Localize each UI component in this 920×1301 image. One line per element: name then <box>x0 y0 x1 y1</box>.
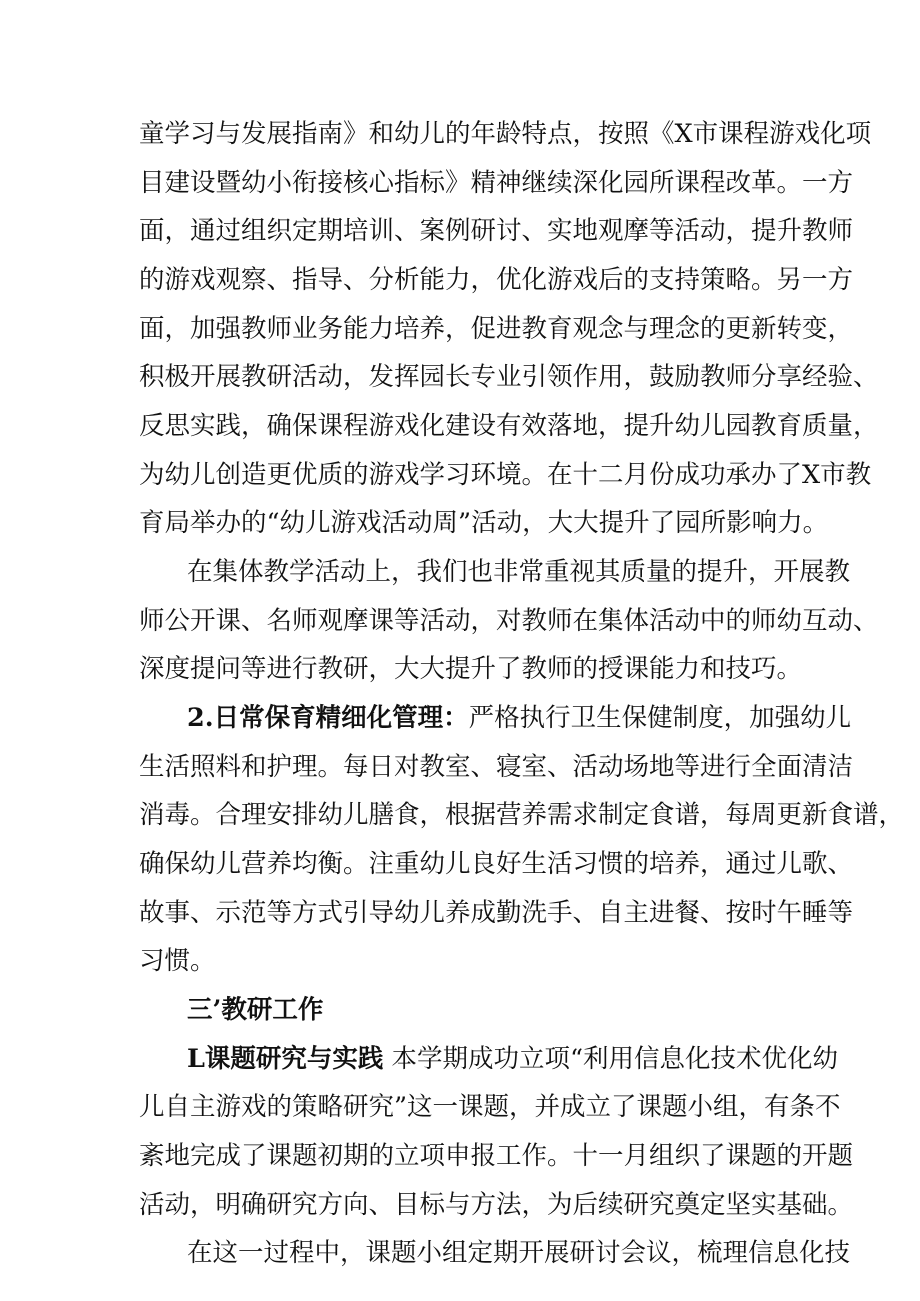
text-line: 紊地完成了课题初期的立项申报工作。十一月组织了课题的开题 <box>139 1141 854 1171</box>
text-line: 育局举办的“幼儿游戏活动周”活动，大大提升了园所影响力。 <box>139 508 829 538</box>
text-line: 习惯。 <box>139 946 216 976</box>
text-line <box>187 701 851 735</box>
section-heading: 三’教研工作 <box>187 995 324 1025</box>
text-line: 在这一过程中，课题小组定期开展研讨会议，梳理信息化技 <box>187 1238 851 1268</box>
text-line <box>187 1042 838 1076</box>
text-line: 在集体教学活动上，我们也非常重视其质量的提升，开展教 <box>187 557 851 587</box>
text-line: 的游戏观察、指导、分析能力，优化游戏后的支持策略。另一方 <box>139 265 854 295</box>
text-line: 目建设暨幼小衔接核心指标》精神继续深化园所课程改革。一方 <box>139 168 854 198</box>
text-line: 活动，明确研究方向、目标与方法，为后续研究奠定坚实基础。 <box>139 1190 854 1220</box>
text-line: 师公开课、名师观摩课等活动，对教师在集体活动中的师幼互动、 <box>139 606 879 636</box>
text-line: 为幼儿创造更优质的游戏学习环境。在十二月份成功承办了X市教 <box>139 460 872 490</box>
text-line: 故事、示范等方式引导幼儿养成勤洗手、自主进餐、按时午睡等 <box>139 898 854 928</box>
text-line: 儿自主游戏的策略研究”这一课题，并成立了课题小组，有条不 <box>139 1092 841 1122</box>
text-line: 生活照料和护理。每日对教室、寝室、活动场地等进行全面清洁 <box>139 752 854 782</box>
text-line: 深度提问等进行教研，大大提升了教师的授课能力和技巧。 <box>139 654 803 684</box>
text-line: 积极开展教研活动，发挥园长专业引领作用，鼓励教师分享经验、 <box>139 362 879 392</box>
text-line: 消毒。合理安排幼儿膳食，根据营养需求制定食谱，每周更新食谱， <box>139 800 905 830</box>
text-line: 童学习与发展指南》和幼儿的年龄特点，按照《X市课程游戏化项 <box>139 119 872 149</box>
text-line: 反思实践，确保课程游戏化建设有效落地，提升幼儿园教育质量， <box>139 411 879 441</box>
subheading-research: L课题研究与实践 <box>187 1044 384 1074</box>
text-span: 本学期成功立项“利用信息化技术优化幼 <box>391 1044 838 1074</box>
text-line: 面，通过组织定期培训、案例研讨、实地观摩等活动，提升教师 <box>139 216 854 246</box>
text-line: 确保幼儿营养均衡。注重幼儿良好生活习惯的培养，通过儿歌、 <box>139 849 854 879</box>
subheading-daily-care: 2.日常保育精细化管理： <box>187 703 469 733</box>
text-span: 严格执行卫生保健制度，加强幼儿 <box>468 703 852 733</box>
text-line: 面，加强教师业务能力培养，促进教育观念与理念的更新转变， <box>139 314 854 344</box>
